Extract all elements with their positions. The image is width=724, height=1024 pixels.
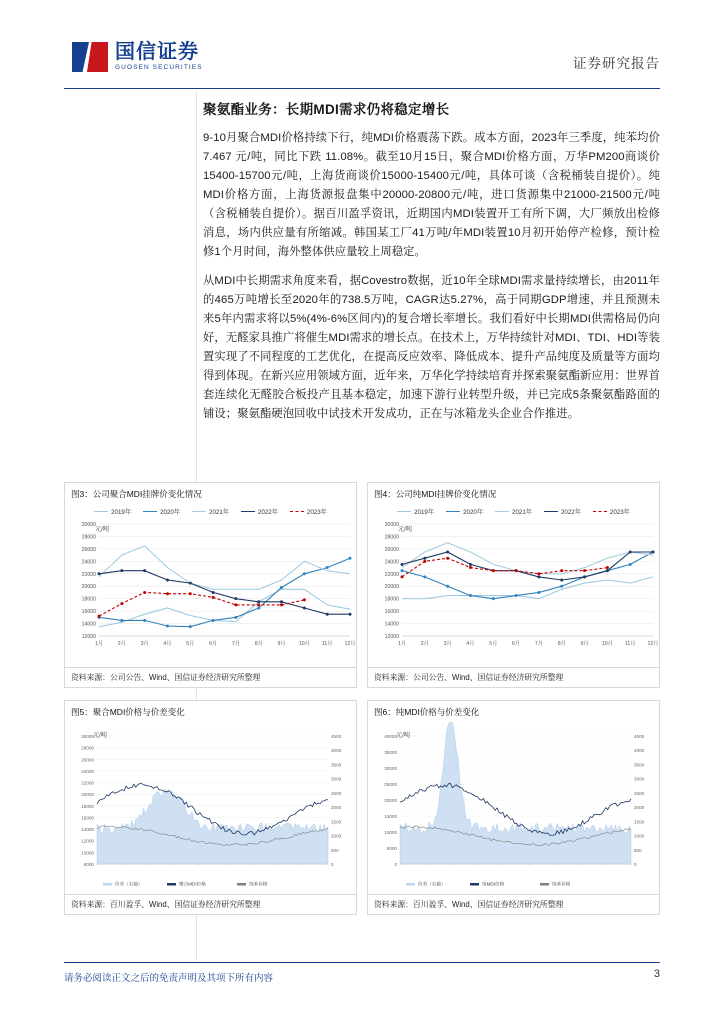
figure-5-plot [65, 722, 356, 894]
svg-text:20000: 20000 [384, 584, 399, 591]
svg-text:24000: 24000 [81, 559, 96, 566]
svg-text:5000: 5000 [386, 846, 397, 851]
svg-text:聚合MDI价格: 聚合MDI价格 [179, 881, 206, 887]
svg-text:10000: 10000 [384, 830, 397, 835]
svg-text:6月: 6月 [512, 641, 521, 647]
figure-3-legend [65, 504, 356, 516]
legend-label: 2020年 [463, 509, 484, 516]
header-divider [64, 88, 660, 89]
svg-text:14000: 14000 [81, 827, 94, 833]
svg-text:4500: 4500 [634, 734, 645, 739]
svg-text:30000: 30000 [81, 522, 96, 528]
svg-text:纯苯价格: 纯苯价格 [249, 881, 268, 887]
svg-text:2500: 2500 [634, 790, 645, 796]
figure-6-source: 资料来源：百川盈孚、Wind、国信证券经济研究所整理 [368, 894, 659, 914]
figure-5 [64, 700, 357, 915]
svg-text:3000: 3000 [331, 776, 342, 782]
logo-chinese-name: 国信证券 [115, 41, 199, 64]
svg-text:8月: 8月 [254, 641, 263, 647]
svg-text:4500: 4500 [331, 734, 342, 739]
svg-text:3500: 3500 [634, 762, 645, 768]
svg-text:11月: 11月 [624, 641, 636, 647]
legend-label: 2023年 [609, 509, 630, 516]
svg-text:25000: 25000 [384, 782, 397, 787]
svg-text:0: 0 [331, 862, 334, 867]
legend-label: 2022年 [257, 509, 278, 516]
svg-text:18000: 18000 [81, 596, 96, 603]
figure-3-unit: 元/吨 [95, 526, 110, 533]
figure-row-2 [64, 700, 660, 915]
svg-text:22000: 22000 [81, 571, 96, 578]
svg-text:30000: 30000 [384, 766, 397, 771]
svg-text:30000: 30000 [81, 734, 94, 739]
figure-4 [367, 482, 660, 688]
svg-text:6月: 6月 [209, 641, 218, 647]
svg-text:10月: 10月 [298, 641, 310, 647]
svg-text:18000: 18000 [81, 803, 94, 809]
svg-text:1000: 1000 [634, 833, 645, 839]
svg-text:500: 500 [331, 847, 339, 853]
legend-label: 2021年 [209, 509, 229, 516]
svg-text:2月: 2月 [117, 641, 126, 647]
figure-4-legend [368, 504, 659, 516]
legend-label: 2022年 [560, 509, 581, 516]
svg-text:24000: 24000 [384, 559, 399, 566]
svg-text:11月: 11月 [321, 641, 333, 647]
svg-text:4000: 4000 [634, 748, 645, 754]
figure-4-source: 资料来源：公司公告、Wind、国信证券经济研究所整理 [368, 667, 659, 687]
page-title: 聚氨酯业务：长期MDI需求仍将稳定增长 [203, 102, 450, 117]
svg-text:12000: 12000 [81, 634, 96, 640]
figure-4-title: 图4：公司纯MDI挂牌价变化情况 [374, 489, 497, 499]
figure-5-chart [65, 722, 356, 894]
paragraph-2: 从MDI中长期需求角度来看，据Covestro数据，近10年全球MDI需求量持续增长，由2011年的465万吨增长至2020年的738.5万吨，CAGR达5.27%，高于同期GDP增速，并且预测未来5年内需求将以5%(4%-6%区间内)的复合增长率增长。我们看好中长期MDI供需格局仍向好，无醛家具推广将催生MDI需求的增长点。在技术上，万华持续针对MDI、TDI、HDI等装置实现了不同程度的工艺优化，在提高反应效率、降低成本、提升产品纯度及质量等方面均得到体现。在新兴应用领域方面，近年来，万华化学持续培育并探索聚氨酯新应用：世界首套连续化无醛胶合板投产且基本稳定，加速下游行业转型升级，并已完成5条聚氨酯路面的铺设；聚氨酯硬泡回收中试技术开发成功，正在与冰箱龙头企业合作推进。 [203, 275, 660, 420]
legend-label: 2023年 [306, 509, 327, 516]
svg-text:2000: 2000 [634, 805, 645, 811]
svg-text:1000: 1000 [331, 833, 342, 839]
svg-text:16000: 16000 [81, 815, 94, 821]
figure-3-plot [65, 516, 356, 656]
figure-4-plot [368, 516, 659, 656]
figure-5-unit: 元/吨 [93, 732, 108, 739]
figure-6-chart [368, 722, 659, 894]
svg-text:14000: 14000 [384, 621, 399, 628]
article-body [203, 98, 660, 434]
svg-text:26000: 26000 [81, 757, 94, 763]
svg-text:20000: 20000 [81, 584, 96, 591]
svg-text:7月: 7月 [231, 641, 240, 647]
svg-text:40000: 40000 [384, 734, 397, 739]
svg-text:2月: 2月 [420, 641, 429, 647]
svg-text:18000: 18000 [384, 596, 399, 603]
paragraph-1: 9-10月聚合MDI价格持续下行，纯MDI价格震荡下跌。成本方面，2023年三季度，纯苯均价 7.467 元/吨，同比下跌 11.08%。截至10月15日，聚合MDI价格方面，万华PM200商谈价15400-15700元/吨，上海货商谈价15000-15400元/吨，具体可谈（含税桶装自提价）。纯MDI价格方面，上海货源报盘集中20000-20800元/吨，进口货源集中21000-21500元/吨（含税桶装自提价）。据百川盈孚资讯，近期国内MDI装置开工有所下调，大厂频放出检修消息，场内供应量有所缩减。韩国某工厂41万吨/年MDI装置10月初开始停产检修，预计检修1个月时间，海外整体供应量较上周稳定。 [203, 132, 660, 258]
figure-3 [64, 482, 357, 688]
svg-text:1500: 1500 [634, 819, 645, 825]
figure-6 [367, 700, 660, 915]
svg-text:26000: 26000 [81, 546, 96, 553]
svg-text:30000: 30000 [384, 522, 399, 528]
svg-text:10月: 10月 [601, 641, 613, 647]
svg-text:22000: 22000 [384, 571, 399, 578]
brand-logo [72, 42, 203, 72]
svg-text:24000: 24000 [81, 768, 94, 774]
svg-text:9月: 9月 [580, 641, 589, 647]
svg-text:1500: 1500 [331, 819, 342, 825]
page-number: 3 [653, 968, 660, 980]
svg-text:纯MDI价格: 纯MDI价格 [482, 881, 505, 887]
figure-6-title: 图6：纯MDI价格与价差变化 [374, 707, 480, 717]
svg-text:14000: 14000 [81, 621, 96, 628]
figure-row-1 [64, 482, 660, 688]
legend-label: 2019年 [414, 509, 435, 516]
svg-text:35000: 35000 [384, 750, 397, 755]
svg-text:2500: 2500 [331, 790, 342, 796]
figure-5-source: 资料来源：百川盈孚、Wind、国信证券经济研究所整理 [65, 894, 356, 914]
legend-label: 2019年 [111, 509, 132, 516]
svg-text:纯苯价格: 纯苯价格 [552, 881, 571, 887]
svg-text:8月: 8月 [557, 641, 566, 647]
legend-label: 2020年 [160, 509, 181, 516]
svg-text:12000: 12000 [384, 634, 399, 640]
svg-text:2000: 2000 [331, 805, 342, 811]
svg-text:3月: 3月 [443, 641, 452, 647]
svg-text:12月: 12月 [647, 641, 659, 647]
svg-text:10000: 10000 [81, 850, 94, 856]
svg-text:4月: 4月 [466, 641, 475, 647]
svg-text:5月: 5月 [489, 641, 498, 647]
svg-text:26000: 26000 [384, 546, 399, 553]
figure-6-plot [368, 722, 659, 894]
svg-text:16000: 16000 [81, 609, 96, 616]
svg-text:4000: 4000 [331, 748, 342, 754]
page-header [0, 0, 724, 92]
svg-text:3000: 3000 [634, 776, 645, 782]
figure-3-source: 资料来源：公司公告、Wind、国信证券经济研究所整理 [65, 667, 356, 687]
svg-text:500: 500 [634, 847, 642, 853]
figure-5-title: 图5：聚合MDI价格与价差变化 [71, 707, 185, 717]
svg-text:28000: 28000 [81, 745, 94, 751]
svg-text:价差（右轴）: 价差（右轴） [115, 881, 143, 887]
svg-text:12月: 12月 [344, 641, 356, 647]
legend-label: 2021年 [512, 509, 532, 516]
svg-text:1月: 1月 [94, 641, 104, 647]
svg-text:16000: 16000 [384, 609, 399, 616]
svg-text:9月: 9月 [277, 641, 286, 647]
svg-text:3500: 3500 [331, 762, 342, 768]
svg-text:28000: 28000 [384, 534, 399, 541]
svg-text:7月: 7月 [534, 641, 543, 647]
svg-text:20000: 20000 [81, 792, 94, 798]
report-type-label: 证券研究报告 [573, 56, 660, 71]
figure-4-chart [368, 504, 659, 667]
svg-text:12000: 12000 [81, 838, 94, 844]
footer-disclaimer: 请务必阅读正文之后的免责声明及其项下所有内容 [64, 973, 274, 984]
svg-text:8000: 8000 [83, 862, 94, 867]
logo-mark-icon [72, 42, 108, 72]
svg-text:0: 0 [394, 862, 397, 867]
logo-english-name: GUOSEN SECURITIES [115, 64, 203, 72]
svg-text:22000: 22000 [81, 780, 94, 786]
svg-text:1月: 1月 [397, 641, 407, 647]
svg-text:价差（右轴）: 价差（右轴） [418, 881, 446, 887]
figure-3-title: 图3：公司聚合MDI挂牌价变化情况 [71, 489, 202, 499]
svg-text:4月: 4月 [163, 641, 172, 647]
svg-text:28000: 28000 [81, 534, 96, 541]
svg-text:0: 0 [634, 862, 637, 867]
svg-text:20000: 20000 [384, 798, 397, 803]
figure-3-chart [65, 504, 356, 667]
figure-grid [64, 482, 660, 927]
figure-6-unit: 元/吨 [396, 732, 411, 739]
svg-text:3月: 3月 [140, 641, 149, 647]
figure-4-unit: 元/吨 [398, 526, 413, 533]
footer-divider [64, 962, 660, 963]
svg-text:5月: 5月 [186, 641, 195, 647]
svg-text:15000: 15000 [384, 814, 397, 819]
